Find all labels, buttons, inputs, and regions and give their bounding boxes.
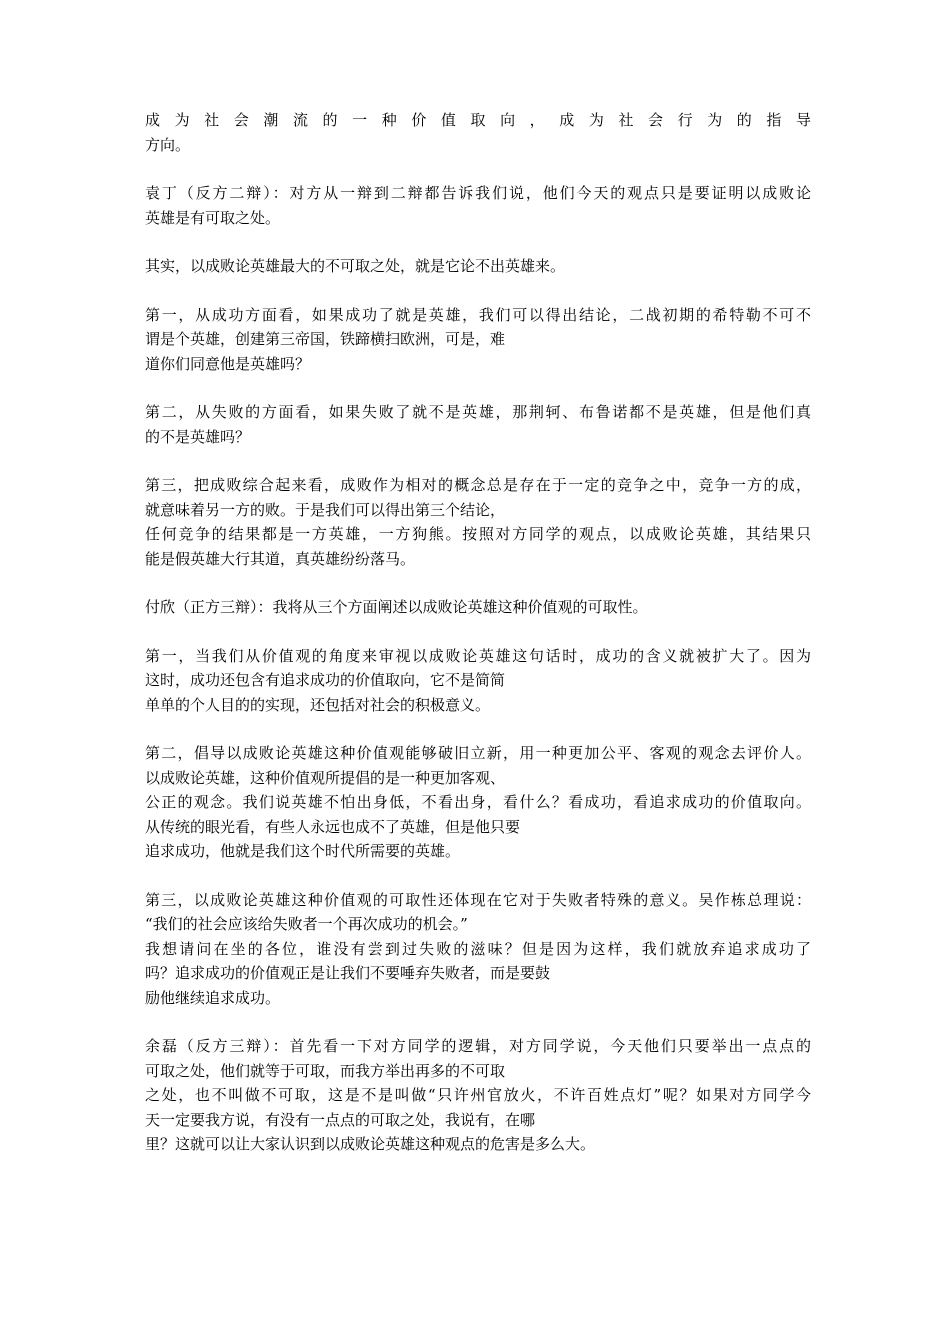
text-line: 道你们同意他是英雄吗？ <box>145 354 311 373</box>
text-line: 第一，从成功方面看，如果成功了就是英雄，我们可以得出结论，二战初期的希特勒不可不 <box>145 305 811 324</box>
text-line: 第三，以成败论英雄这种价值观的可取性还体现在它对于失败者特殊的意义。吴作栋总理说： <box>145 890 811 909</box>
text-line: 的不是英雄吗？ <box>145 427 251 446</box>
text-line: 可取之处，他们就等于可取，而我方举出再多的不可取 <box>145 1061 506 1080</box>
text-line: 励他继续追求成功。 <box>145 988 281 1007</box>
text-line: 袁丁（反方二辩）：对方从一辩到二辩都告诉我们说，他们今天的观点只是要证明以成败论 <box>145 184 811 202</box>
text-line: 余磊（反方三辩）：首先看一下对方同学的逻辑，对方同学说，今天他们只要举出一点点的 <box>145 1037 811 1055</box>
paragraph <box>145 303 811 377</box>
text-line: 其实，以成败论英雄最大的不可取之处，就是它论不出英雄来。 <box>145 257 566 275</box>
text-line: 任何竞争的结果都是一方英雄，一方狗熊。按照对方同学的观点，以成败论英雄，其结果只 <box>145 525 811 543</box>
paragraph <box>145 473 811 571</box>
paragraph <box>145 888 811 1011</box>
text-line: 追求成功，他就是我们这个时代所需要的英雄。 <box>145 842 461 860</box>
paragraph <box>145 595 811 620</box>
text-line: “我们的社会应该给失败者一个再次成功的机会。” <box>145 915 468 933</box>
text-line: 我想请问在坐的各位，谁没有尝到过失败的滋味？但是因为这样，我们就放弃追求成功了 <box>145 939 811 958</box>
text-line: 天一定要我方说，有没有一点点的可取之处，我说有，在哪 <box>145 1110 536 1129</box>
paragraph <box>145 108 811 157</box>
text-line: 就意味着另一方的败。于是我们可以得出第三个结论， <box>145 500 506 519</box>
text-line: 之处，也不叫做不可取，这是不是叫做“只许州官放火，不许百姓点灯”呢？如果对方同学今 <box>145 1086 811 1104</box>
text-line: 单单的个人目的的实现，还包括对社会的积极意义。 <box>145 695 491 714</box>
text-line: 从传统的眼光看，有些人永远也成不了英雄，但是他只要 <box>145 817 521 836</box>
text-line: 能是假英雄大行其道，真英雄纷纷落马。 <box>145 549 416 568</box>
text-line: 成为社会潮流的一种价值取向，成为社会行为的指导 <box>145 111 811 129</box>
text-line: 吗？追求成功的价值观正是让我们不要唾弃失败者，而是要鼓 <box>145 964 551 982</box>
paragraph <box>145 1034 811 1157</box>
document-body <box>145 108 811 1181</box>
text-line: 里？这就可以让大家认识到以成败论英雄这种观点的危害是多么大。 <box>145 1135 596 1153</box>
paragraph <box>145 400 811 449</box>
text-line: 以成败论英雄，这种价值观所提倡的是一种更加客观、 <box>145 768 506 787</box>
text-line: 公正的观念。我们说英雄不怕出身低，不看出身，看什么？看成功，看追求成功的价值取向。 <box>145 793 811 811</box>
text-line: 第二，从失败的方面看，如果失败了就不是英雄，那荆轲、布鲁诺都不是英雄，但是他们真 <box>145 403 811 421</box>
text-line: 第三，把成败综合起来看，成败作为相对的概念总是存在于一定的竞争之中，竞争一方的成， <box>145 476 811 494</box>
text-line: 第二，倡导以成败论英雄这种价值观能够破旧立新，用一种更加公平、客观的观念去评价人。 <box>145 744 811 762</box>
text-line: 付欣（正方三辩）：我将从三个方面阐述以成败论英雄这种价值观的可取性。 <box>145 598 648 616</box>
text-line: 英雄是有可取之处。 <box>145 208 281 227</box>
text-line: 第一，当我们从价值观的角度来审视以成败论英雄这句话时，成功的含义就被扩大了。因为 <box>145 646 811 665</box>
text-line: 方向。 <box>145 135 191 154</box>
paragraph <box>145 644 811 718</box>
paragraph <box>145 741 811 864</box>
paragraph <box>145 254 811 279</box>
text-line: 谓是个英雄，创建第三帝国，铁蹄横扫欧洲，可是，难 <box>145 330 506 348</box>
text-line: 这时，成功还包含有追求成功的价值取向，它不是简简 <box>145 671 506 689</box>
paragraph <box>145 181 811 230</box>
